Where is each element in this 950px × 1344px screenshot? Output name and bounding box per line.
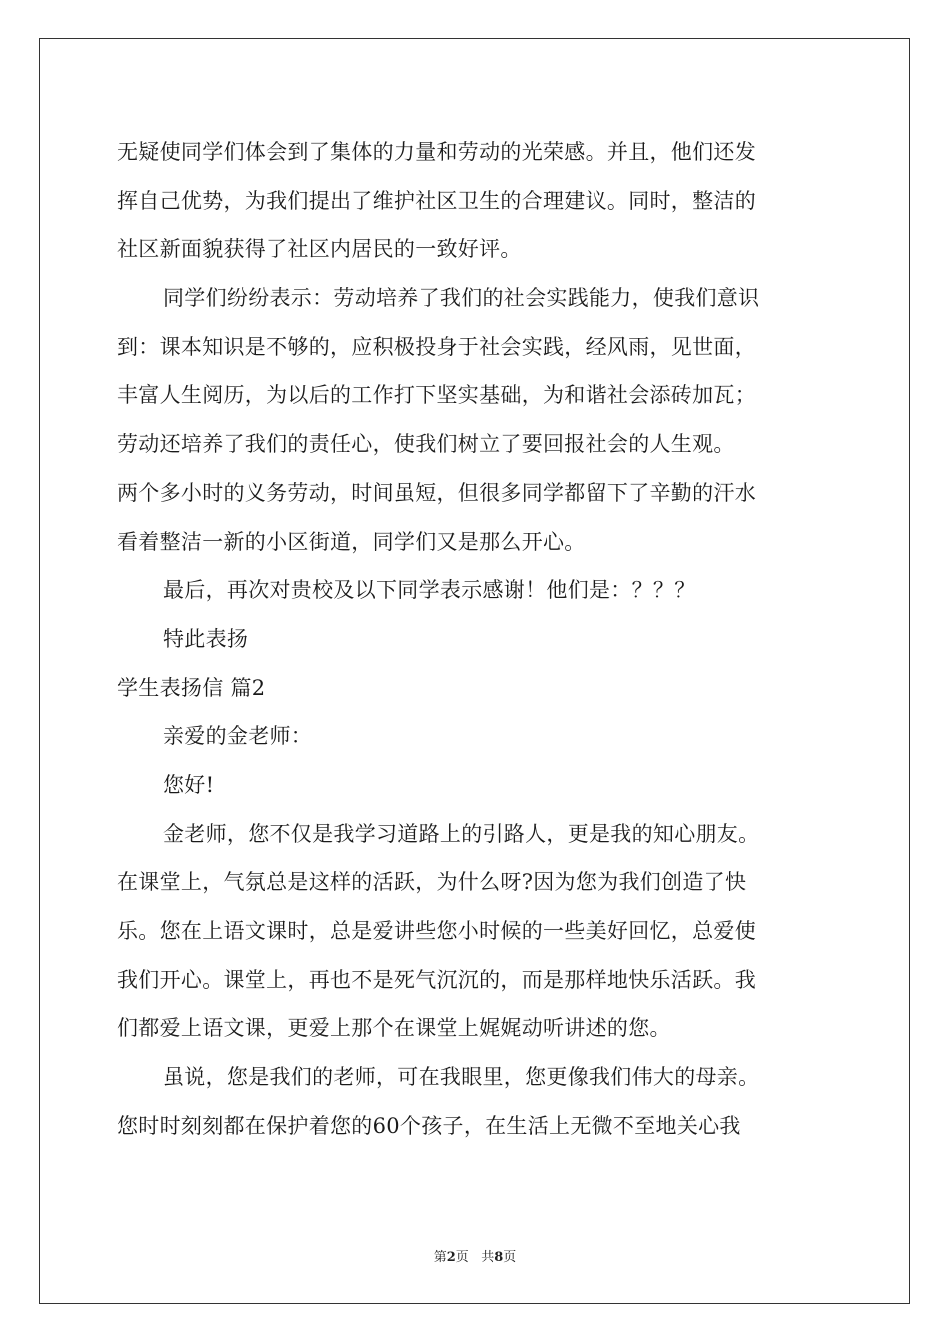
text-line: 乐。您在上语文课时，总是爱讲些您小时候的一些美好回忆，总爱使 xyxy=(117,919,756,943)
page-prefix: 第 xyxy=(433,1250,447,1265)
text-line: 挥自己优势，为我们提出了维护社区卫生的合理建议。同时，整洁的 xyxy=(117,188,756,213)
page-number: 2 xyxy=(446,1250,456,1265)
text-line: 社区新面貌获得了社区内居民的一致好评。 xyxy=(117,237,522,262)
total-suffix: 页 xyxy=(503,1250,517,1265)
text-line: 金老师，您不仅是我学习道路上的引路人，更是我的知心朋友。 xyxy=(163,821,760,846)
text-line: 在课堂上，气氛总是这样的活跃，为什么呀?因为您为我们创造了快 xyxy=(117,870,747,895)
text-line: 虽说，您是我们的老师，可在我眼里，您更像我们伟大的母亲。 xyxy=(163,1065,760,1090)
text-line: 最后，再次对贵校及以下同学表示感谢！他们是：？？？ xyxy=(163,578,696,603)
text-line: 们都爱上语文课，更爱上那个在课堂上娓娓动听讲述的您。 xyxy=(117,1016,671,1041)
text-line: 丰富人生阅历，为以后的工作打下坚实基础，为和谐社会添砖加瓦； xyxy=(117,383,756,408)
text-line: 特此表扬 xyxy=(163,626,249,651)
page-suffix: 页 xyxy=(455,1250,469,1265)
text-line: 我们开心。课堂上，再也不是死气沉沉的，而是那样地快乐活跃。我 xyxy=(117,967,756,992)
total-prefix: 共 xyxy=(481,1250,495,1265)
text-line: 您时时刻刻都在保护着您的60个孩子，在生活上无微不至地关心我 xyxy=(117,1113,741,1138)
text-line: 两个多小时的义务劳动，时间虽短，但很多同学都留下了辛勤的汗水 xyxy=(117,480,756,505)
page-footer xyxy=(0,1246,950,1265)
text-line: 劳动还培养了我们的责任心，使我们树立了要回报社会的人生观。 xyxy=(117,432,735,457)
text-line: 看着整洁一新的小区街道，同学们又是那么开心。 xyxy=(117,529,586,554)
text-line: 无疑使同学们体会到了集体的力量和劳动的光荣感。并且，他们还发 xyxy=(117,140,756,164)
text-line: 亲爱的金老师： xyxy=(163,724,313,749)
text-line: 到：课本知识是不够的，应积极投身于社会实践，经风雨，见世面， xyxy=(117,334,756,359)
text-line: 您好! xyxy=(163,772,215,797)
text-line: 同学们纷纷表示：劳动培养了我们的社会实践能力，使我们意识 xyxy=(163,286,760,311)
total-pages: 8 xyxy=(494,1250,504,1265)
section-heading: 学生表扬信 篇2 xyxy=(117,675,266,700)
document-body xyxy=(117,128,837,1150)
